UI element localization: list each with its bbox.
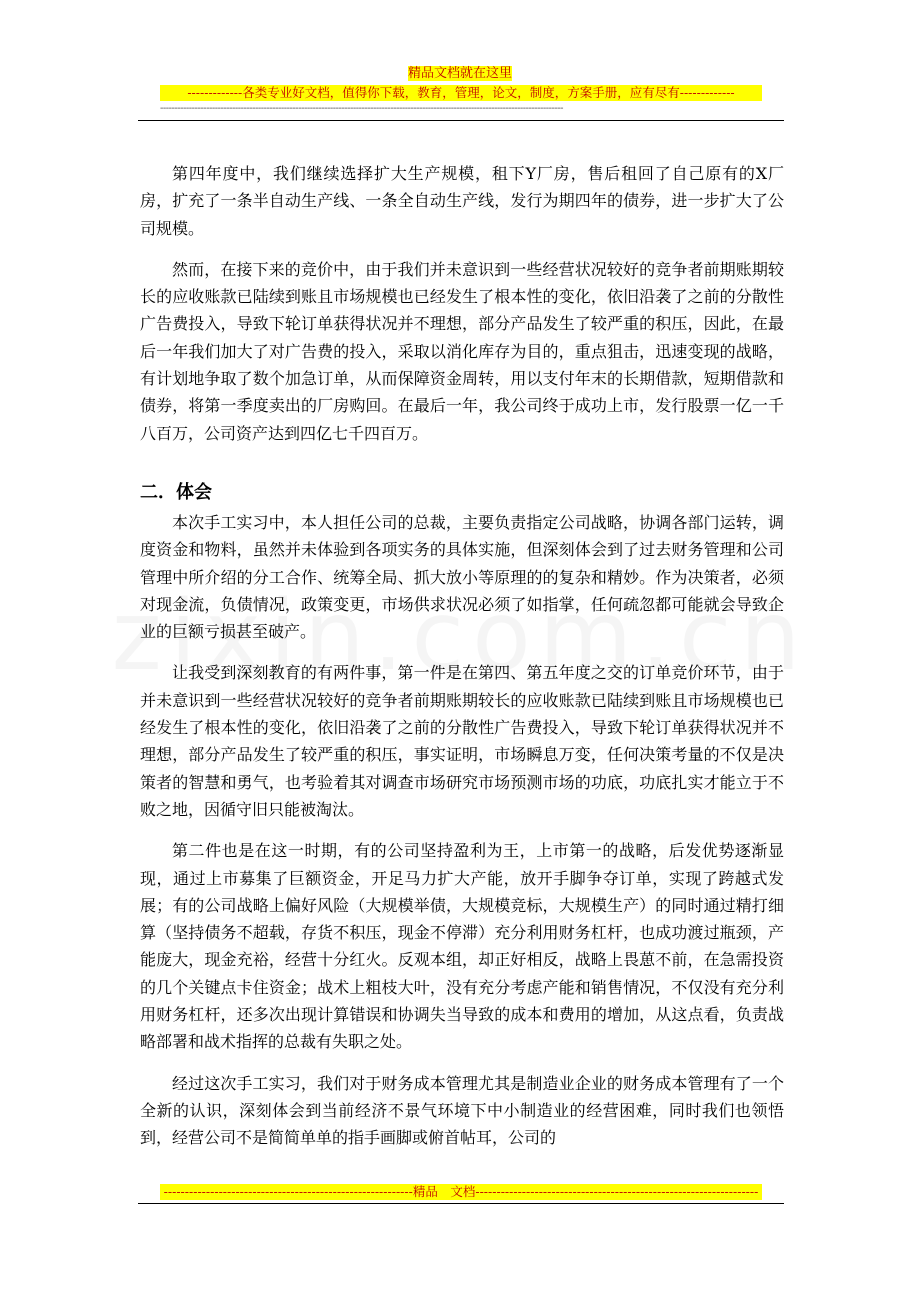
footer-rule	[138, 1203, 784, 1204]
header-title	[0, 66, 920, 82]
document-body	[140, 160, 784, 1166]
footer-banner: -----------------------------------------------------------精品 文档-------------------------------------------------------------------	[160, 1184, 762, 1200]
paragraph-role: 本次手工实习中，本人担任公司的总裁，主要负责指定公司战略，协调各部门运转，调度资金和物料，虽然并未体验到各项实务的具体实施，但深刻体会到了过去财务管理和公司管理中所介绍的分工合作、统筹全局、抓大放小等原理的的复杂和精妙。作为决策者，必须对现金流，负债情况，政策变更，市场供求状况必须了如指掌，任何疏忽都可能就会导致企业的巨额亏损甚至破产。	[140, 512, 784, 642]
header-rule	[138, 120, 784, 121]
paragraph-lesson-one: 让我受到深刻教育的有两件事，第一件是在第四、第五年度之交的订单竞价环节，由于并未意识到一些经营状况较好的竞争者前期账期较长的应收账款已陆续到账且市场规模也已经发生了根本性的变化，依旧沿袭了之前的分散性广告费投入，导致下轮订单获得状况并不理想，部分产品发生了较严重的积压，事实证明，市场瞬息万变，任何决策考量的不仅是决策者的智慧和勇气，也考验着其对调查市场研究市场预测市场的功底，功底扎实才能立于不败之地，因循守旧只能被淘汰。	[140, 663, 784, 819]
paragraph-year-four: 第四年度中，我们继续选择扩大生产规模，租下Y厂房，售后租回了自己原有的X厂房，扩充了一条半自动生产线、一条全自动生产线，发行为期四年的债券，进一步扩大了公司规模。	[140, 164, 784, 238]
header-dash-line: --------------------------------------------------------------------------------------------------------------------------------------------	[160, 104, 564, 114]
header-title-text: 精品文档就在这里	[407, 66, 512, 81]
paragraph-bidding: 然而，在接下来的竞价中，由于我们并未意识到一些经营状况较好的竞争者前期账期较长的应收账款已陆续到账且市场规模也已经发生了根本性的变化，依旧沿袭了之前的分散性广告费投入，导致下轮订单获得状况并不理想，部分产品发生了较严重的积压，因此，在最后一年我们加大了对广告费的投入，采取以消化库存为目的，重点狙击，迅速变现的战略，有计划地争取了数个加急订单，从而保障资金周转，用以支付年末的长期借款，短期借款和债券，将第一季度卖出的厂房购回。在最后一年，我公司终于成功上市，发行股票一亿一千八百万，公司资产达到四亿七千四百万。	[140, 259, 784, 443]
header-banner: -------------各类专业好文档，值得你下载，教育，管理，论文，制度，方案手册，应有尽有-------------	[160, 85, 762, 101]
paragraph-conclusion: 经过这次手工实习，我们对于财务成本管理尤其是制造业企业的财务成本管理有了一个全新的认识，深刻体会到当前经济不景气环境下中小制造业的经营困难，同时我们也领悟到，经营公司不是简简单单的指手画脚或俯首帖耳，公司的	[140, 1073, 784, 1148]
paragraph-lesson-two: 第二件也是在这一时期，有的公司坚持盈利为王，上市第一的战略，后发优势逐渐显现，通过上市募集了巨额资金，开足马力扩大产能，放开手脚争夺订单，实现了跨越式发展；有的公司战略上偏好风险（大规模举债，大规模竞标，大规模生产）的同时通过精打细算（坚持债务不超载，存货不积压，现金不停滞）充分利用财务杠杆，也成功渡过瓶颈，产能庞大，现金充裕，经营十分红火。反观本组，却正好相反，战略上畏葸不前，在急需投资的几个关键点卡住资金；战术上粗枝大叶，没有充分考虑产能和销售情况，不仅没有充分利用财务杠杆，还多次出现计算错误和协调失当导致的成本和费用的增加，从这点看，负责战略部署和战术指挥的总裁有失职之处。	[140, 841, 784, 1052]
section-heading: 二．体会	[140, 481, 212, 503]
